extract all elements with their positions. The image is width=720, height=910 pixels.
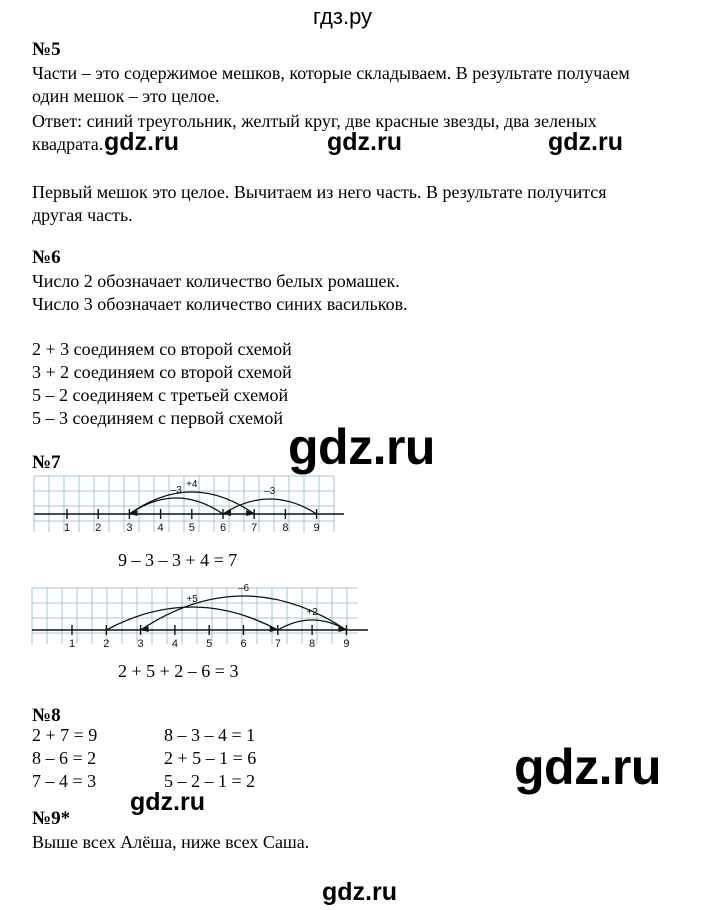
task-8-right-2: 2 + 5 – 1 = 6	[164, 748, 257, 768]
tick-label: 6	[240, 638, 247, 650]
task-7-eq2: 2 + 5 + 2 – 6 = 3	[118, 661, 239, 681]
site-title: гдз.ру	[313, 4, 373, 29]
tick-label: 1	[63, 522, 71, 534]
task-7-eq1: 9 – 3 – 3 + 4 = 7	[118, 550, 238, 570]
task-6-eq1: 2 + 3 соединяем со второй схемой	[32, 339, 292, 359]
task-9-line1: Выше всех Алёша, ниже всех Саша.	[32, 832, 310, 852]
tick-label: 3	[126, 522, 133, 534]
tick-label: 5	[206, 638, 213, 650]
tick-label: 3	[137, 638, 144, 650]
task-6-eq3: 5 – 2 соединяем с третьей схемой	[32, 385, 289, 405]
arc-label: –3	[264, 486, 276, 497]
jump-arc	[106, 607, 277, 630]
tick-label: 2	[103, 638, 110, 650]
arc-label: –6	[237, 583, 250, 594]
tick-label: 8	[309, 638, 316, 650]
tick-label: 7	[251, 522, 258, 534]
tick-label: 9	[313, 522, 320, 534]
tick-label: 2	[95, 522, 102, 534]
task-5-p2-line2: квадрата.	[32, 134, 104, 154]
task-5-p1-line2: один мешок – это целое.	[32, 86, 220, 106]
tick-label: 4	[157, 522, 164, 534]
task-8-left-3: 7 – 4 = 3	[32, 771, 97, 791]
number-line-2	[32, 583, 368, 650]
watermark: gdz.ru	[327, 128, 402, 156]
task-5-heading: №5	[32, 39, 61, 60]
arc-label: +5	[186, 594, 198, 605]
tick-label: 6	[219, 522, 227, 534]
task-5-p3-line2: другая часть.	[32, 205, 133, 225]
task-8-heading: №8	[32, 705, 61, 726]
arc-label: +2	[306, 607, 318, 618]
task-6-eq2: 3 + 2 соединяем со второй схемой	[32, 362, 292, 382]
task-6-eq4: 5 – 3 соединяем с первой схемой	[32, 408, 283, 428]
tick-label: 5	[188, 522, 195, 534]
jump-arc	[223, 499, 317, 514]
arc-label: +4	[186, 479, 198, 490]
task-5-p3-line1: Первый мешок это целое. Вычитаем из него часть. В результате получится	[32, 182, 607, 202]
task-6-line2: Число 3 обозначает количество синих васильков.	[32, 294, 408, 314]
watermark: gdz.ru	[514, 739, 661, 795]
tick-label: 7	[274, 638, 281, 650]
watermark: gdz.ru	[130, 788, 205, 816]
task-6-line1: Число 2 обозначает количество белых ромашек.	[32, 271, 400, 291]
watermark: gdz.ru	[548, 128, 623, 156]
task-8-left-2: 8 – 6 = 2	[32, 748, 97, 768]
task-8-left-1: 2 + 7 = 9	[32, 725, 98, 745]
tick-label: 8	[282, 522, 289, 534]
task-7-heading: №7	[32, 452, 61, 473]
watermark: gdz.ru	[322, 878, 397, 906]
tick-label: 4	[171, 638, 178, 650]
number-line-1	[34, 476, 344, 534]
task-9-heading: №9*	[32, 808, 71, 829]
task-8-right-1: 8 – 3 – 4 = 1	[164, 725, 256, 745]
task-5-p2-line1: Ответ: синий треугольник, желтый круг, две красные звезды, два зеленых	[32, 111, 597, 131]
watermark: gdz.ru	[104, 128, 179, 156]
watermark: gdz.ru	[288, 419, 435, 475]
tick-label: 9	[343, 638, 350, 650]
jump-arc	[141, 596, 347, 630]
task-8-right-3: 5 – 2 – 1 = 2	[164, 771, 256, 791]
task-5-p1-line1: Части – это содержимое мешков, которые складываем. В результате получаем	[32, 63, 630, 83]
arc-label: –3	[170, 485, 182, 496]
task-6-heading: №6	[32, 247, 61, 268]
tick-label: 1	[68, 638, 76, 650]
